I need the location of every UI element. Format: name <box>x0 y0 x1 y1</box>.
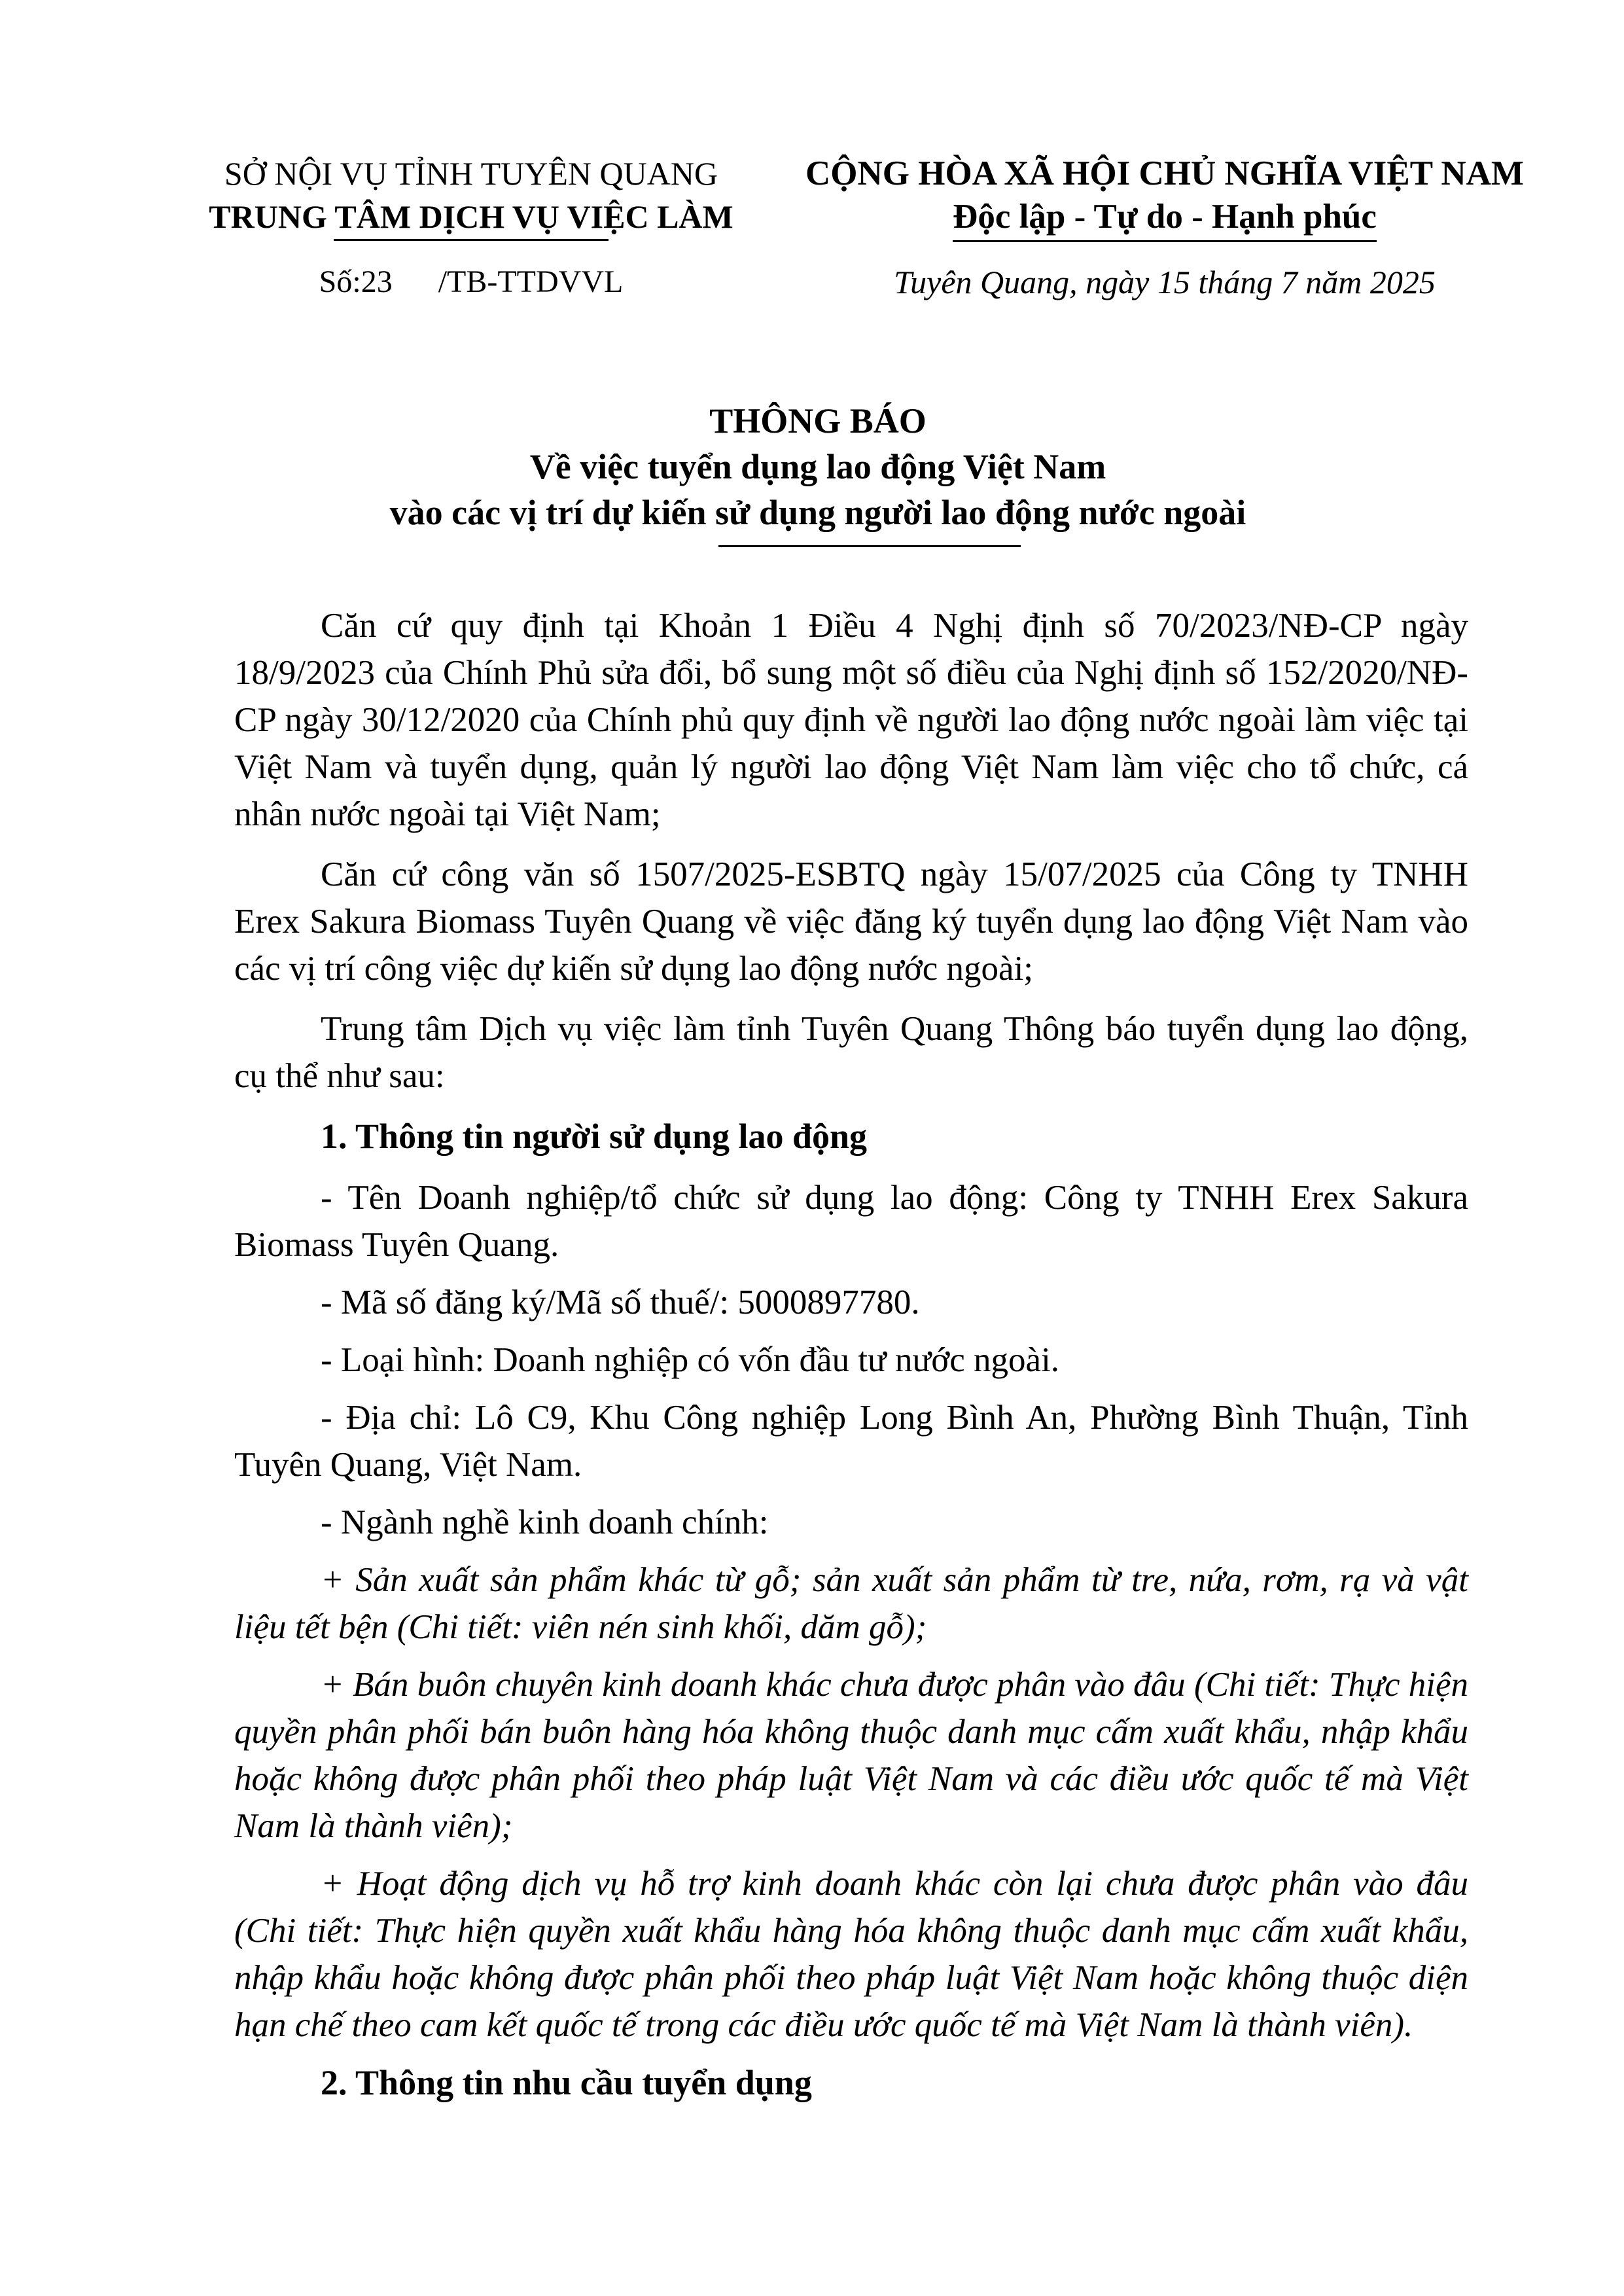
title-underline <box>718 545 1021 547</box>
legal-basis-2: Căn cứ công văn số 1507/2025-ESBTQ ngày 15/07/2025 của Công ty TNHH Erex Sakura Biomass Tuyên Quang về việc đăng ký tuyển dụng lao động Việt Nam vào các vị trí công việc dự kiến sử dụng lao động nước ngoài; <box>234 855 1468 988</box>
parent-organization: SỞ NỘI VỤ TỈNH TUYÊN QUANG <box>224 155 718 192</box>
document-number-value: 23 <box>361 264 393 299</box>
document-number <box>196 260 746 304</box>
document-number-suffix: /TB-TTDVVL <box>438 264 624 299</box>
national-heading <box>779 152 1551 304</box>
company-address: - Địa chỉ: Lô C9, Khu Công nghiệp Long Bình An, Phường Bình Thuận, Tỉnh Tuyên Quang, Việt Nam. <box>234 1399 1468 1484</box>
company-type: - Loại hình: Doanh nghiệp có vốn đầu tư nước ngoài. <box>321 1341 1060 1379</box>
document-number-prefix: Số: <box>319 264 361 299</box>
issue-date: Tuyên Quang, ngày 15 tháng 7 năm 2025 <box>894 264 1436 300</box>
nation-name: CỘNG HÒA XÃ HỘI CHỦ NGHĨA VIỆT NAM <box>805 154 1524 192</box>
section-1-heading: 1. Thông tin người sử dụng lao động <box>321 1117 868 1156</box>
title-line-1: THÔNG BÁO <box>709 401 927 440</box>
legal-basis-1: Căn cứ quy định tại Khoản 1 Điều 4 Nghị định số 70/2023/NĐ-CP ngày 18/9/2023 của Chính Phủ sửa đổi, bổ sung một số điều của Nghị định số 152/2020/NĐ-CP ngày 30/12/2020 của Chính phủ quy định về người lao động nước ngoài làm việc tại Việt Nam và tuyển dụng, quản lý người lao động Việt Nam làm việc cho tổ chức, cá nhân nước ngoài tại Việt Nam; <box>234 607 1468 833</box>
document-title <box>164 398 1472 535</box>
business-line-1: + Sản xuất sản phẩm khác từ gỗ; sản xuất sản phẩm từ tre, nứa, rơm, rạ và vật liệu tết bện (Chi tiết: viên nén sinh khối, dăm gỗ); <box>234 1561 1468 1646</box>
document-body <box>234 602 1468 2121</box>
section-2-heading: 2. Thông tin nhu cầu tuyển dụng <box>321 2063 812 2102</box>
business-line-2: + Bán buôn chuyên kinh doanh khác chưa được phân vào đâu (Chi tiết: Thực hiện quyền phân phối bán buôn hàng hóa không thuộc danh mục cấm xuất khẩu, nhập khẩu hoặc không được phân phối theo pháp luật Việt Nam và các điều ước quốc tế mà Việt Nam là thành viên); <box>234 1666 1468 1845</box>
national-motto: Độc lập - Tự do - Hạnh phúc <box>953 195 1377 238</box>
intro-paragraph: Trung tâm Dịch vụ việc làm tỉnh Tuyên Quang Thông báo tuyển dụng lao động, cụ thể như sau: <box>234 1010 1468 1095</box>
issuer-block <box>196 152 746 304</box>
issuing-organization: TRUNG TÂM DỊCH VỤ VIỆC LÀM <box>209 195 733 238</box>
tax-code: - Mã số đăng ký/Mã số thuế/: 5000897780. <box>321 1283 920 1321</box>
business-line-3: + Hoạt động dịch vụ hỗ trợ kinh doanh khác còn lại chưa được phân vào đâu (Chi tiết: Thực hiện quyền xuất khẩu hàng hóa không thuộc danh mục cấm xuất khẩu, nhập khẩu hoặc không được phân phối theo pháp luật Việt Nam hoặc không thuộc diện hạn chế theo cam kết quốc tế trong các điều ước quốc tế mà Việt Nam là thành viên). <box>234 1865 1468 2044</box>
company-name: - Tên Doanh nghiệp/tổ chức sử dụng lao động: Công ty TNHH Erex Sakura Biomass Tuyên Quang. <box>234 1179 1468 1264</box>
business-lines-heading: - Ngành nghề kinh doanh chính: <box>321 1503 769 1541</box>
title-line-3: vào các vị trí dự kiến sử dụng người lao động nước ngoài <box>389 493 1246 532</box>
title-line-2: Về việc tuyển dụng lao động Việt Nam <box>529 447 1106 486</box>
